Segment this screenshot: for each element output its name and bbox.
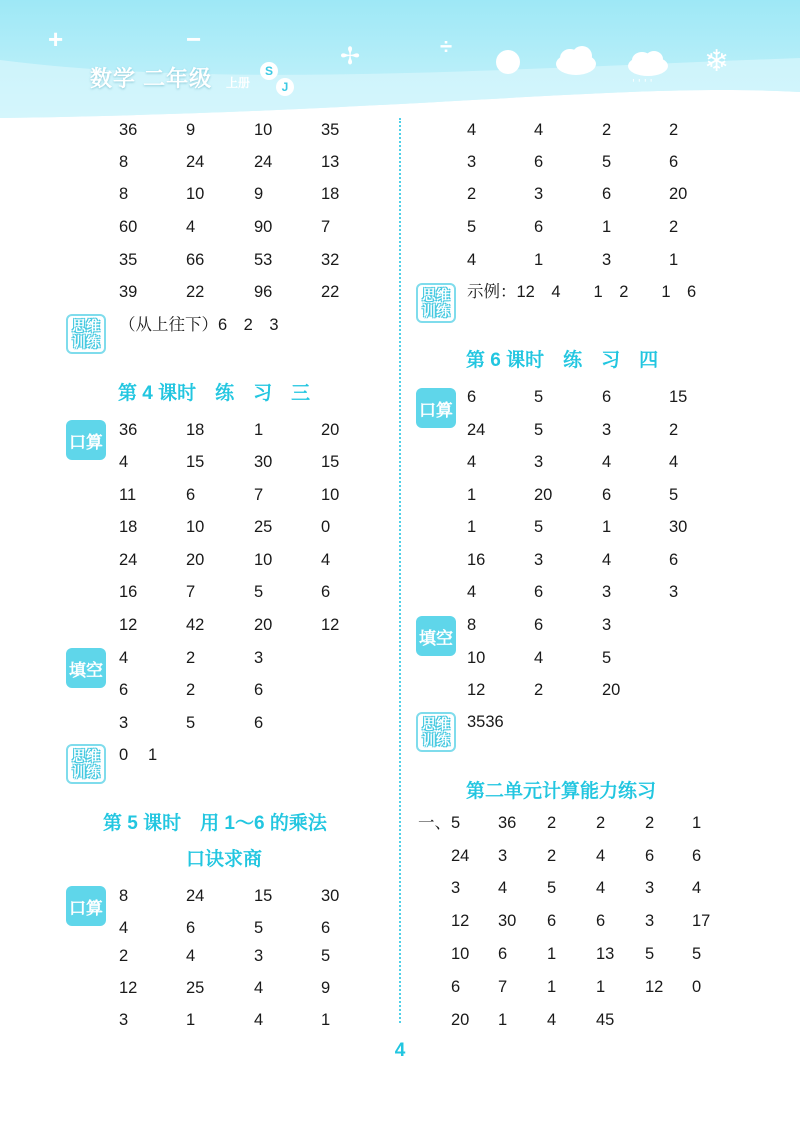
tag-line: 思维 xyxy=(422,287,450,303)
unit-2-title: 第二单元计算能力练习 xyxy=(466,781,657,802)
answer-cell: 1 xyxy=(692,814,702,832)
answer-cell: 5 xyxy=(254,919,264,937)
answer-cell: 9 xyxy=(186,121,196,139)
answer-cell: 5 xyxy=(645,945,655,963)
answer-cell: 6 xyxy=(596,912,606,930)
answer-cell: 6 xyxy=(467,388,477,406)
answer-cell: 8 xyxy=(119,153,129,171)
answer-cell: 53 xyxy=(254,251,273,269)
answer-cell: 6 xyxy=(186,919,196,937)
answer-cell: 15 xyxy=(254,887,273,905)
answer-cell: 2 xyxy=(534,681,544,699)
tag-line: 思维 xyxy=(72,748,100,764)
answer-cell: 16 xyxy=(119,583,138,601)
tag-line: 训练 xyxy=(422,303,450,319)
answer-cell: 3 xyxy=(645,879,655,897)
answer-cell: 5 xyxy=(602,649,612,667)
plus-icon: + xyxy=(48,24,64,54)
tiankong-tag: 填空 xyxy=(66,648,106,688)
answer-cell: 10 xyxy=(254,551,273,569)
tag-line: 训练 xyxy=(72,334,100,350)
siwei-training-tag xyxy=(66,744,106,784)
tag-line: 训练 xyxy=(72,764,100,780)
answer-cell: 24 xyxy=(186,887,205,905)
answer-cell: 15 xyxy=(186,453,205,471)
answer-cell: 5 xyxy=(534,518,544,536)
answer-cell: 1 xyxy=(602,218,612,236)
lesson-4-title: 第 4 课时 练 习 三 xyxy=(118,383,311,404)
answer-cell: 4 xyxy=(596,879,606,897)
answer-cell: 0 xyxy=(321,518,331,536)
answer-cell: 2 xyxy=(547,847,557,865)
answer-cell: 18 xyxy=(186,421,205,439)
answer-cell: 4 xyxy=(321,551,331,569)
answer-cell: 3 xyxy=(254,947,264,965)
answer-cell: 12 xyxy=(321,616,340,634)
snowflake-icon: ❄ xyxy=(704,45,730,78)
answer-cell: 4 xyxy=(467,121,477,139)
answer-cell: 36 xyxy=(498,814,517,832)
answer-cell: 3 xyxy=(498,847,508,865)
answer-cell: 13 xyxy=(596,945,615,963)
answer-cell: 4 xyxy=(534,121,544,139)
tag-line: 训练 xyxy=(422,732,450,748)
answer-cell: 1 xyxy=(602,518,612,536)
answer-cell: 25 xyxy=(254,518,273,536)
answer-cell: 20 xyxy=(321,421,340,439)
answer-cell: 5 xyxy=(692,945,702,963)
answer-cell: 22 xyxy=(186,283,205,301)
siwei-answer: （从上往下）6 2 3 xyxy=(119,316,279,334)
answer-cell: 8 xyxy=(467,616,477,634)
answer-cell: 4 xyxy=(498,879,508,897)
answer-cell: 3 xyxy=(254,649,264,667)
answer-cell: 9 xyxy=(321,979,331,997)
answer-cell: 6 xyxy=(534,616,544,634)
answer-cell: 5 xyxy=(547,879,557,897)
answer-cell: 1 xyxy=(547,945,557,963)
answer-cell: 2 xyxy=(596,814,606,832)
answer-cell: 10 xyxy=(321,486,340,504)
answer-cell: 8 xyxy=(119,887,129,905)
answer-cell: 1 xyxy=(669,251,679,269)
answer-cell: 6 xyxy=(534,218,544,236)
answer-cell: 1 xyxy=(596,978,606,996)
answer-cell: 17 xyxy=(692,912,711,930)
section-number: 一、 xyxy=(418,814,451,832)
answer-cell: 3 xyxy=(467,153,477,171)
answer-cell: 4 xyxy=(596,847,606,865)
answer-cell: 6 xyxy=(321,583,331,601)
answer-cell: 16 xyxy=(467,551,486,569)
answer-cell: 2 xyxy=(645,814,655,832)
answer-cell: 12 xyxy=(451,912,470,930)
answer-cell: 24 xyxy=(467,421,486,439)
answer-cell: 20 xyxy=(186,551,205,569)
answer-cell: 5 xyxy=(467,218,477,236)
answer-cell: 6 xyxy=(321,919,331,937)
answer-cell: 6 xyxy=(669,551,679,569)
answer-cell: 4 xyxy=(119,919,129,937)
answer-cell: 6 xyxy=(602,388,612,406)
answer-cell: 36 xyxy=(119,121,138,139)
svg-text:' ' ' ': ' ' ' ' xyxy=(632,78,653,89)
header-banner xyxy=(0,0,800,122)
answer-cell: 1 xyxy=(186,1011,196,1029)
lesson-5-title-cont: 口诀求商 xyxy=(186,849,263,870)
answer-cell: 6 xyxy=(254,681,264,699)
answer-cell: 4 xyxy=(119,453,129,471)
answer-cell: 3 xyxy=(119,1011,129,1029)
header-subtitle: 上册 xyxy=(226,76,251,90)
answer-cell: 3 xyxy=(119,714,129,732)
answer-cell: 10 xyxy=(186,185,205,203)
answer-cell: 7 xyxy=(498,978,508,996)
answer-cell: 7 xyxy=(186,583,196,601)
answer-cell: 90 xyxy=(254,218,273,236)
answer-cell: 0 xyxy=(119,746,129,764)
answer-cell: 10 xyxy=(254,121,273,139)
answer-cell: 10 xyxy=(186,518,205,536)
answer-cell: 3 xyxy=(534,453,544,471)
answer-cell: 13 xyxy=(321,153,340,171)
answer-cell: 5 xyxy=(534,388,544,406)
answer-cell: 4 xyxy=(254,979,264,997)
answer-cell: 1 xyxy=(498,1011,508,1029)
answer-cell: 6 xyxy=(186,486,196,504)
answer-cell: 4 xyxy=(534,649,544,667)
answer-cell: 1 xyxy=(467,518,477,536)
answer-cell: 2 xyxy=(669,218,679,236)
answer-cell: 30 xyxy=(254,453,273,471)
answer-cell: 15 xyxy=(321,453,340,471)
answer-cell: 42 xyxy=(186,616,205,634)
siwei-answer: 3536 xyxy=(467,713,504,731)
divide-icon: ÷ xyxy=(440,34,453,59)
answer-cell: 35 xyxy=(119,251,138,269)
tag-line: 思维 xyxy=(72,318,100,334)
answer-cell: 6 xyxy=(498,945,508,963)
answer-cell: 32 xyxy=(321,251,340,269)
answer-cell: 96 xyxy=(254,283,273,301)
answer-cell: 45 xyxy=(596,1011,615,1029)
answer-cell: 12 xyxy=(119,616,138,634)
answer-cell: 25 xyxy=(186,979,205,997)
badge-s: S xyxy=(260,62,278,80)
answer-cell: 6 xyxy=(534,583,544,601)
answer-cell: 15 xyxy=(669,388,688,406)
answer-cell: 11 xyxy=(119,486,137,504)
siwei-answer: 示例：12 4 1 2 1 6 xyxy=(467,283,697,301)
answer-cell: 20 xyxy=(254,616,273,634)
answer-cell: 24 xyxy=(119,551,138,569)
answer-cell: 18 xyxy=(321,185,340,203)
answer-cell: 22 xyxy=(321,283,340,301)
answer-cell: 5 xyxy=(186,714,196,732)
answer-cell: 1 xyxy=(547,978,557,996)
answer-cell: 6 xyxy=(645,847,655,865)
answer-cell: 39 xyxy=(119,283,138,301)
answer-cell: 3 xyxy=(669,583,679,601)
answer-cell: 2 xyxy=(467,185,477,203)
sun-icon xyxy=(494,48,522,76)
answer-cell: 20 xyxy=(669,185,688,203)
answer-cell: 4 xyxy=(669,453,679,471)
answer-cell: 2 xyxy=(547,814,557,832)
kousuan-tag: 口算 xyxy=(416,388,456,428)
answer-cell: 5 xyxy=(451,814,461,832)
answer-cell: 4 xyxy=(602,551,612,569)
answer-cell: 2 xyxy=(602,121,612,139)
answer-cell: 30 xyxy=(498,912,517,930)
answer-cell: 3 xyxy=(645,912,655,930)
lesson-5-title: 第 5 课时 用 1～6 的乘法 xyxy=(103,813,327,834)
answer-cell: 12 xyxy=(467,681,486,699)
header-title: 数学 二年级 xyxy=(90,66,213,91)
answer-cell: 4 xyxy=(547,1011,557,1029)
lesson-6-title: 第 6 课时 练 习 四 xyxy=(466,350,659,371)
answer-cell: 60 xyxy=(119,218,138,236)
answer-cell: 24 xyxy=(186,153,205,171)
answer-cell: 2 xyxy=(186,681,196,699)
answer-cell: 5 xyxy=(602,153,612,171)
answer-cell: 6 xyxy=(669,153,679,171)
answer-cell: 20 xyxy=(602,681,621,699)
answer-cell: 4 xyxy=(467,583,477,601)
answer-cell: 2 xyxy=(119,947,129,965)
answer-cell: 6 xyxy=(451,978,461,996)
answer-cell: 3 xyxy=(602,583,612,601)
siwei-training-tag xyxy=(416,712,456,752)
minus-icon: − xyxy=(186,24,202,54)
times-icon: ✢ xyxy=(340,43,361,70)
answer-cell: 6 xyxy=(254,714,264,732)
answer-cell: 6 xyxy=(534,153,544,171)
answer-cell: 6 xyxy=(602,486,612,504)
answer-cell: 1 xyxy=(254,421,264,439)
answer-cell: 6 xyxy=(119,681,129,699)
answer-cell: 3 xyxy=(602,616,612,634)
answer-cell: 8 xyxy=(119,185,129,203)
answer-cell: 4 xyxy=(692,879,702,897)
answer-cell: 2 xyxy=(669,421,679,439)
answer-cell: 2 xyxy=(669,121,679,139)
answer-cell: 4 xyxy=(254,1011,264,1029)
answer-cell: 20 xyxy=(451,1011,470,1029)
answer-cell: 5 xyxy=(534,421,544,439)
answer-cell: 4 xyxy=(602,453,612,471)
tiankong-tag: 填空 xyxy=(416,616,456,656)
answer-cell: 1 xyxy=(467,486,477,504)
answer-cell: 3 xyxy=(602,251,612,269)
siwei-training-tag xyxy=(66,314,106,354)
answer-cell: 12 xyxy=(119,979,138,997)
answer-cell: 1 xyxy=(148,746,158,764)
answer-cell: 5 xyxy=(321,947,331,965)
page-header xyxy=(0,0,800,122)
answer-cell: 18 xyxy=(119,518,138,536)
answer-cell: 4 xyxy=(467,251,477,269)
badge-j: J xyxy=(276,78,294,96)
answer-cell: 6 xyxy=(547,912,557,930)
answer-cell: 4 xyxy=(186,947,196,965)
kousuan-tag: 口算 xyxy=(66,420,106,460)
answer-cell: 9 xyxy=(254,185,264,203)
answer-cell: 3 xyxy=(602,421,612,439)
cloud-icon xyxy=(552,44,598,78)
tag-line: 思维 xyxy=(422,716,450,732)
rain-cloud-icon xyxy=(624,50,670,90)
answer-cell: 3 xyxy=(534,185,544,203)
answer-cell: 3 xyxy=(451,879,461,897)
answer-cell: 30 xyxy=(321,887,340,905)
answer-cell: 4 xyxy=(467,453,477,471)
kousuan-tag: 口算 xyxy=(66,886,106,926)
answer-cell: 1 xyxy=(321,1011,331,1029)
answer-cell: 30 xyxy=(669,518,688,536)
answer-cell: 2 xyxy=(186,649,196,667)
answer-cell: 0 xyxy=(692,978,702,996)
answer-cell: 10 xyxy=(467,649,486,667)
answer-cell: 12 xyxy=(645,978,664,996)
answer-cell: 24 xyxy=(254,153,273,171)
answer-cell: 20 xyxy=(534,486,553,504)
answer-cell: 1 xyxy=(534,251,544,269)
answer-cell: 66 xyxy=(186,251,205,269)
answer-cell: 3 xyxy=(534,551,544,569)
answer-cell: 7 xyxy=(321,218,331,236)
answer-cell: 36 xyxy=(119,421,138,439)
answer-cell: 6 xyxy=(692,847,702,865)
answer-cell: 4 xyxy=(119,649,129,667)
column-divider xyxy=(399,118,401,1023)
answer-cell: 4 xyxy=(186,218,196,236)
answer-cell: 35 xyxy=(321,121,340,139)
answer-cell: 24 xyxy=(451,847,470,865)
answer-cell: 10 xyxy=(451,945,470,963)
answer-cell: 5 xyxy=(669,486,679,504)
page-number: 4 xyxy=(394,1040,406,1061)
answer-cell: 5 xyxy=(254,583,264,601)
siwei-training-tag xyxy=(416,283,456,323)
answer-cell: 7 xyxy=(254,486,264,504)
answer-cell: 6 xyxy=(602,185,612,203)
